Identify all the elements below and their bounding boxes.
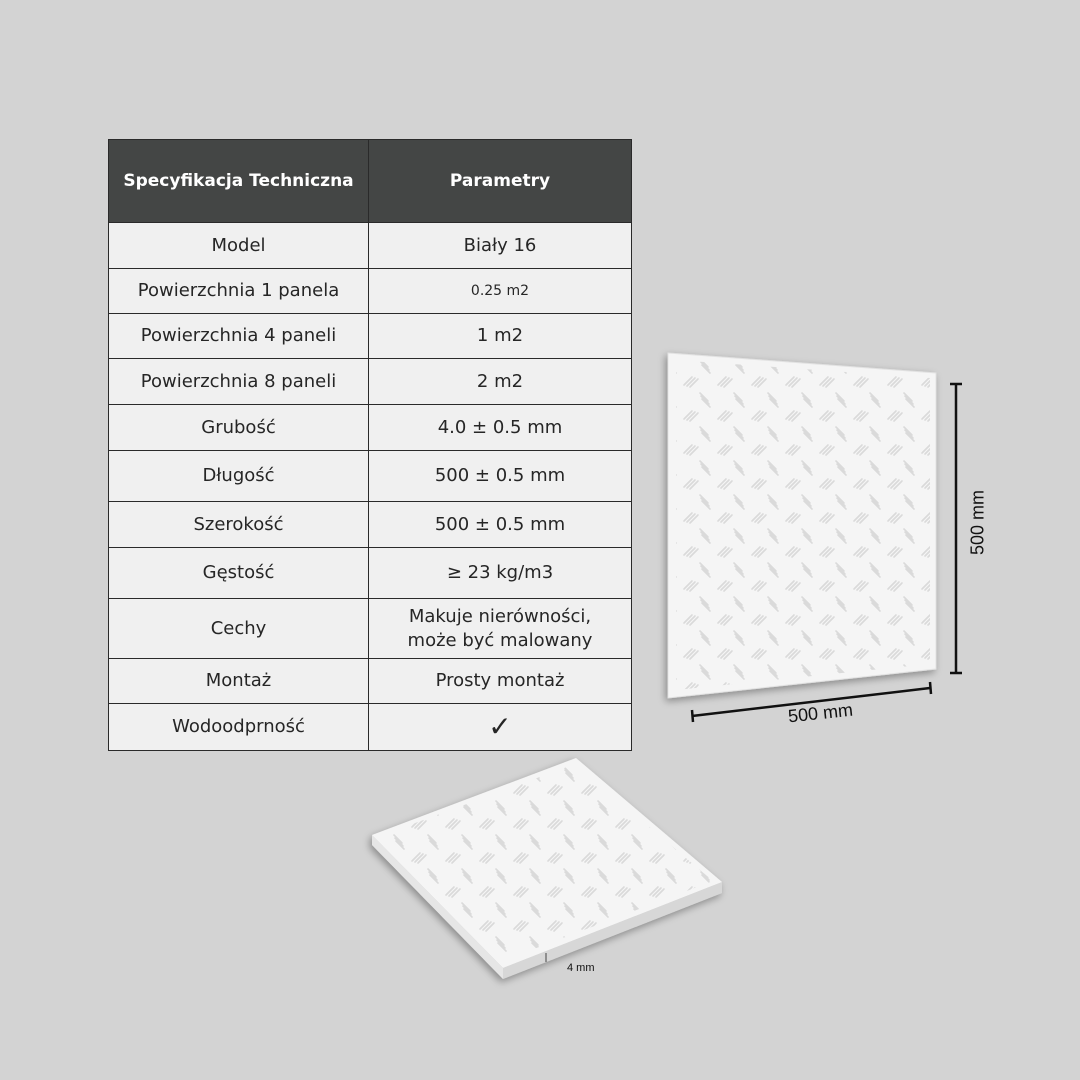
table-row bbox=[109, 405, 632, 451]
row-value: Prosty montaż bbox=[369, 659, 632, 704]
row-value-line: Makuje nierówności, bbox=[408, 605, 592, 627]
height-label: 500 mm bbox=[967, 489, 988, 556]
row-label: Powierzchnia 1 panela bbox=[109, 269, 369, 314]
header-params: Parametry bbox=[369, 140, 632, 223]
row-value bbox=[369, 599, 632, 659]
row-value: ≥ 23 kg/m3 bbox=[369, 548, 632, 599]
row-label: Montaż bbox=[109, 659, 369, 704]
row-label: Grubość bbox=[109, 405, 369, 451]
table-row bbox=[109, 223, 632, 269]
row-value: 0.25 m2 bbox=[369, 269, 632, 314]
width-label: 500 mm bbox=[787, 699, 854, 727]
row-label: Cechy bbox=[109, 599, 369, 659]
table-row bbox=[109, 502, 632, 548]
row-value: 500 ± 0.5 mm bbox=[369, 502, 632, 548]
row-label: Wodoodprność bbox=[109, 704, 369, 751]
height-dimension-line bbox=[950, 384, 962, 673]
row-label: Powierzchnia 8 paneli bbox=[109, 359, 369, 405]
table-row bbox=[109, 704, 632, 751]
row-label: Długość bbox=[109, 451, 369, 502]
table-row bbox=[109, 269, 632, 314]
row-value: 500 ± 0.5 mm bbox=[369, 451, 632, 502]
table-row bbox=[109, 659, 632, 704]
row-label: Gęstość bbox=[109, 548, 369, 599]
row-value: 1 m2 bbox=[369, 314, 632, 359]
row-label: Szerokość bbox=[109, 502, 369, 548]
checkmark-icon: ✓ bbox=[369, 704, 632, 751]
table-header-row bbox=[109, 140, 632, 223]
row-value: 2 m2 bbox=[369, 359, 632, 405]
row-label: Model bbox=[109, 223, 369, 269]
row-value-line: może być malowany bbox=[407, 629, 593, 651]
table-row bbox=[109, 451, 632, 502]
header-spec: Specyfikacja Techniczna bbox=[109, 140, 369, 223]
spec-table bbox=[108, 139, 632, 751]
perspective-panel-image bbox=[372, 758, 722, 979]
thickness-label: 4 mm bbox=[567, 962, 595, 974]
row-value: Biały 16 bbox=[369, 223, 632, 269]
front-panel-image bbox=[668, 353, 936, 698]
row-value: 4.0 ± 0.5 mm bbox=[369, 405, 632, 451]
row-label: Powierzchnia 4 paneli bbox=[109, 314, 369, 359]
table-row bbox=[109, 548, 632, 599]
table-row bbox=[109, 599, 632, 659]
table-row bbox=[109, 314, 632, 359]
table-row bbox=[109, 359, 632, 405]
